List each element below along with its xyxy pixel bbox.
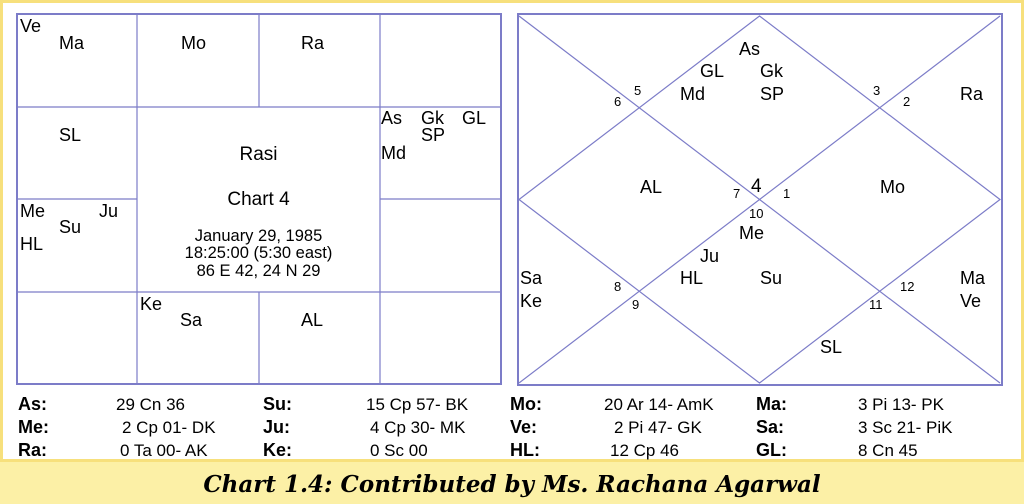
north-planet-sp: SP: [760, 84, 785, 104]
north-planet-gk: Gk: [760, 61, 784, 81]
position-value-sa: 3 Sc 21- PiK: [858, 418, 953, 437]
north-planet-ma: Ma: [960, 268, 986, 288]
birth-coordinates: 86 E 42, 24 N 29: [196, 262, 321, 280]
position-value-ra: 0 Ta 00- AK: [120, 441, 208, 460]
north-planet-ju: Ju: [700, 246, 720, 266]
position-value-mo: 20 Ar 14- AmK: [604, 395, 714, 414]
position-label-hl: HL:: [510, 440, 540, 460]
north-planet-al: AL: [640, 177, 663, 197]
planet-hl-capricorn: HL: [20, 234, 44, 254]
planet-ju-capricorn: Ju: [99, 201, 119, 221]
figure-caption: Chart 1.4: Contributed by Ms. Rachana Agarwal: [203, 471, 821, 498]
position-value-me: 2 Cp 01- DK: [122, 418, 216, 437]
house-number-12: 12: [900, 279, 915, 294]
position-label-gl: GL:: [756, 440, 787, 460]
house-number-7: 7: [733, 186, 741, 201]
birth-date: January 29, 1985: [194, 227, 323, 245]
position-label-ma: Ma:: [756, 394, 787, 414]
planet-md-cancer: Md: [381, 143, 407, 163]
planet-su-capricorn: Su: [59, 217, 82, 237]
planet-ve-pisces: Ve: [20, 16, 42, 36]
center-title: Rasi: [239, 144, 278, 165]
north-planet-gl: GL: [700, 61, 725, 81]
center-chart-name: Chart 4: [227, 189, 290, 210]
position-value-ma: 3 Pi 13- PK: [858, 395, 944, 414]
north-planet-sa: Sa: [520, 268, 543, 288]
north-planet-me: Me: [739, 223, 765, 243]
planet-ke-scorpio: Ke: [140, 294, 163, 314]
planet-al-libra: AL: [301, 310, 324, 330]
house-number-10: 10: [749, 206, 764, 221]
planet-mo-aries: Mo: [181, 33, 207, 53]
north-planet-ve: Ve: [960, 291, 982, 311]
house-number-9: 9: [632, 297, 640, 312]
position-value-ve: 2 Pi 47- GK: [614, 418, 702, 437]
position-label-ju: Ju:: [263, 417, 290, 437]
position-label-mo: Mo:: [510, 394, 542, 414]
north-planet-md: Md: [680, 84, 706, 104]
position-value-hl: 12 Cp 46: [610, 441, 679, 460]
position-label-ra: Ra:: [18, 440, 48, 460]
position-label-ke: Ke:: [263, 440, 293, 460]
planet-as-cancer: As: [381, 108, 403, 128]
house-number-4: 4: [751, 176, 762, 197]
position-value-gl: 8 Cn 45: [858, 441, 918, 460]
north-planet-su: Su: [760, 268, 783, 288]
north-planet-as: As: [739, 39, 761, 59]
position-value-ke: 0 Sc 00: [370, 441, 428, 460]
position-value-su: 15 Cp 57- BK: [366, 395, 469, 414]
planet-sl-aquarius: SL: [59, 125, 82, 145]
birth-time: 18:25:00 (5:30 east): [184, 244, 333, 262]
planet-sp-cancer: SP: [421, 125, 446, 145]
house-number-6: 6: [614, 94, 622, 109]
house-number-11: 11: [869, 297, 883, 312]
north-planet-ra: Ra: [960, 84, 984, 104]
position-label-su: Su:: [263, 394, 292, 414]
house-number-1: 1: [783, 186, 791, 201]
position-label-me: Me:: [18, 417, 49, 437]
house-number-2: 2: [903, 94, 911, 109]
position-label-sa: Sa:: [756, 417, 785, 437]
north-planet-ke: Ke: [520, 291, 543, 311]
north-planet-mo: Mo: [880, 177, 906, 197]
north-planet-sl: SL: [820, 337, 843, 357]
house-number-8: 8: [614, 279, 622, 294]
house-number-3: 3: [873, 83, 881, 98]
planet-sa-scorpio: Sa: [180, 310, 203, 330]
house-number-5: 5: [634, 83, 642, 98]
position-value-as: 29 Cn 36: [116, 395, 185, 414]
position-value-ju: 4 Cp 30- MK: [370, 418, 466, 437]
planet-gk-cancer: Gk: [421, 108, 445, 128]
planet-me-capricorn: Me: [20, 201, 46, 221]
planet-gl-cancer: GL: [462, 108, 487, 128]
position-label-ve: Ve:: [510, 417, 538, 437]
position-label-as: As:: [18, 394, 48, 414]
north-planet-hl: HL: [680, 268, 704, 288]
planet-ra-taurus: Ra: [301, 33, 325, 53]
planet-ma-pisces: Ma: [59, 33, 85, 53]
